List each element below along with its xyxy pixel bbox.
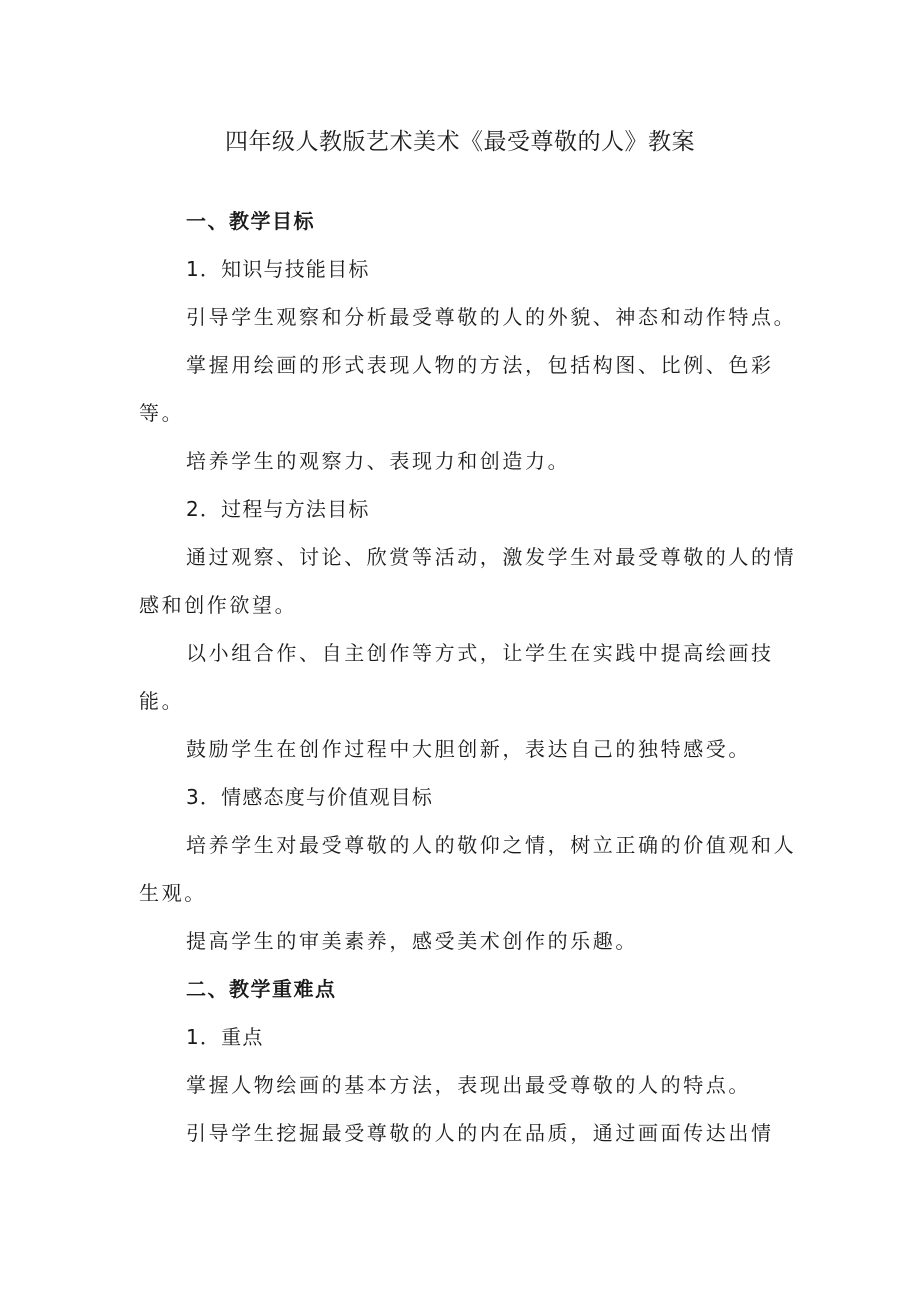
- paragraph: 引导学生观察和分析最受尊敬的人的外貌、神态和动作特点。: [186, 305, 797, 329]
- paragraph: 通过观察、讨论、欣赏等活动，激发学生对最受尊敬的人的情感和创作欲望。: [139, 545, 797, 617]
- paragraph: 以小组合作、自主创作等方式，让学生在实践中提高绘画技能。: [139, 641, 774, 713]
- subheading-key-points: 1．重点: [186, 1025, 264, 1049]
- paragraph: 鼓励学生在创作过程中大胆创新，表达自己的独特感受。: [186, 737, 751, 761]
- paragraph: 掌握用绘画的形式表现人物的方法，包括构图、比例、色彩等。: [139, 353, 774, 425]
- subheading-knowledge-skills: 1．知识与技能目标: [186, 257, 370, 281]
- paragraph: 培养学生对最受尊敬的人的敬仰之情，树立正确的价值观和人生观。: [139, 833, 797, 905]
- paragraph: 引导学生挖掘最受尊敬的人的内在品质，通过画面传达出情: [186, 1121, 774, 1145]
- subheading-emotion-values: 3．情感态度与价值观目标: [186, 785, 434, 809]
- paragraph: 提高学生的审美素养，感受美术创作的乐趣。: [186, 929, 638, 953]
- paragraph: 掌握人物绘画的基本方法，表现出最受尊敬的人的特点。: [186, 1073, 751, 1097]
- subheading-process-methods: 2．过程与方法目标: [186, 497, 370, 521]
- document-title: 四年级人教版艺术美术《最受尊敬的人》教案: [225, 129, 695, 155]
- paragraph: 培养学生的观察力、表现力和创造力。: [186, 449, 571, 473]
- section-heading-teaching-goals: 一、教学目标: [186, 209, 315, 233]
- section-heading-key-difficulties: 二、教学重难点: [186, 977, 337, 1001]
